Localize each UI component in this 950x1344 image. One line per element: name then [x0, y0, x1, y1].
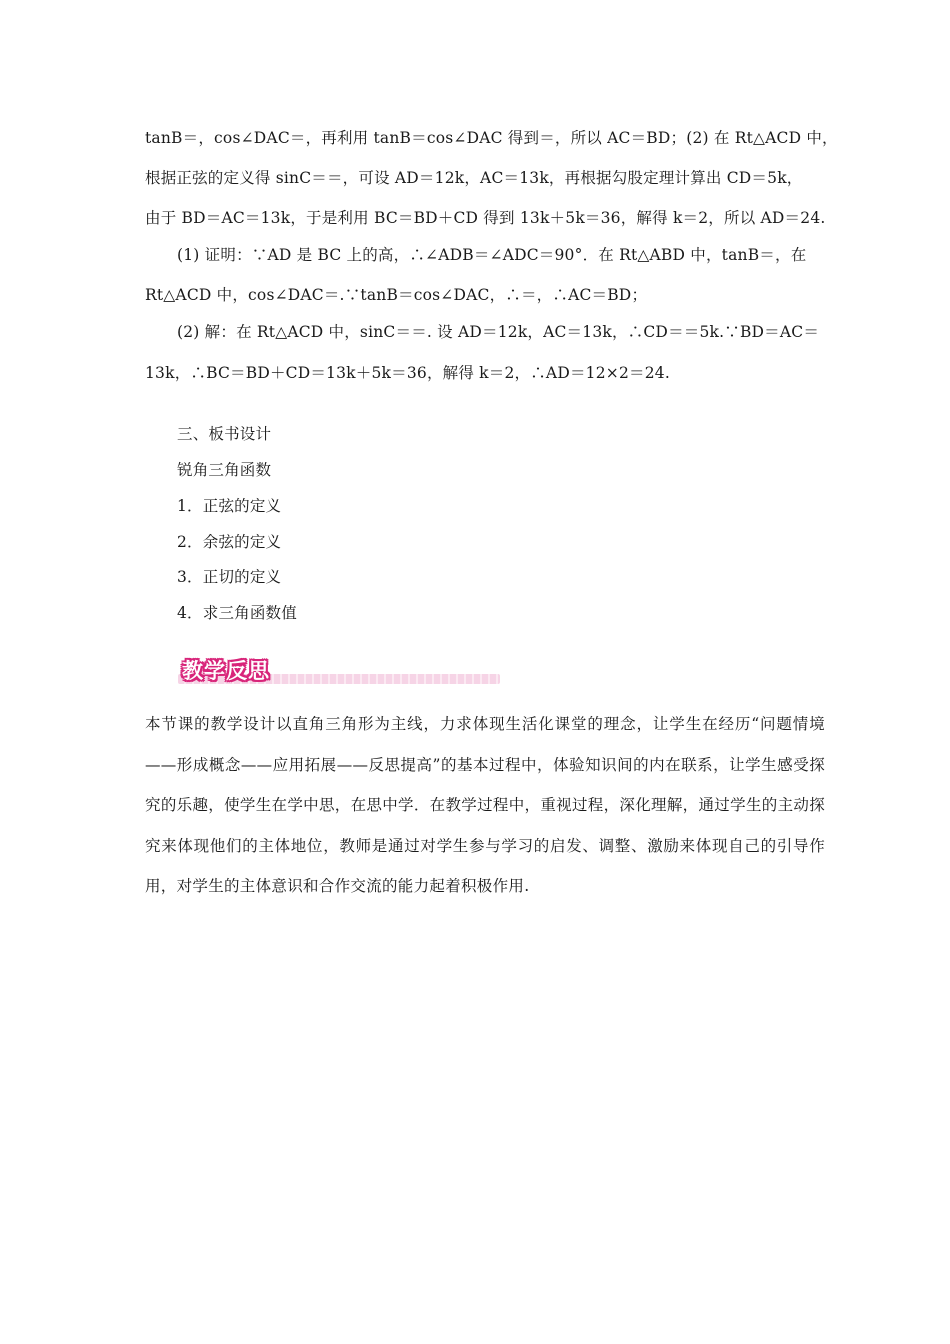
board-design-title: 锐角三角函数 — [177, 461, 272, 479]
analysis-line-1: tanB＝，cos∠DAC＝，再利用 tanB＝cos∠DAC 得到＝，所以 AC＝BD；(2) 在 Rt△ACD 中， — [145, 129, 838, 147]
solution-line-2: 13k，∴BC＝BD＋CD＝13k＋5k＝36，解得 k＝2，∴AD＝12×2＝24. — [145, 364, 670, 382]
board-item-4: 4．求三角函数值 — [177, 604, 297, 622]
reflection-banner-title: 教学反思 — [182, 659, 270, 683]
reflection-paragraph: 本节课的教学设计以直角三角形为主线，力求体现生活化课堂的理念，让学生在经历“问题情境——形成概念——应用拓展——反思提高”的基本过程中，体验知识间的内在联系，让学生感受探究的乐趣，使学生在学中思，在思中学．在教学过程中，重视过程，深化理解，通过学生的主动探究来体现他们的主体地位，教师是通过对学生参与学习的启发、调整、激励来体现自己的引导作用，对学生的主体意识和合作交流的能力起着积极作用. — [145, 715, 825, 895]
board-item-2: 2．余弦的定义 — [177, 533, 282, 551]
reflection-banner — [178, 656, 500, 688]
proof-line-2: Rt△ACD 中，cos∠DAC＝.∵tanB＝cos∠DAC，∴＝，∴AC＝BD； — [145, 286, 648, 304]
board-item-3: 3．正切的定义 — [177, 568, 282, 586]
board-design-heading: 三、板书设计 — [177, 425, 272, 443]
solution-line-1: (2) 解：在 Rt△ACD 中，sinC＝＝. 设 AD＝12k，AC＝13k，∴CD＝＝5k.∵BD＝AC＝ — [177, 323, 820, 341]
analysis-line-3: 由于 BD＝AC＝13k，于是利用 BC＝BD＋CD 得到 13k＋5k＝36，解得 k＝2，所以 AD＝24. — [145, 209, 826, 227]
proof-line-1: (1) 证明：∵AD 是 BC 上的高，∴∠ADB＝∠ADC＝90°．在 Rt△ABD 中，tanB＝，在 — [177, 246, 807, 264]
analysis-line-2: 根据正弦的定义得 sinC＝＝，可设 AD＝12k，AC＝13k，再根据勾股定理计算出 CD＝5k， — [145, 169, 803, 187]
board-item-1: 1．正弦的定义 — [177, 497, 282, 515]
